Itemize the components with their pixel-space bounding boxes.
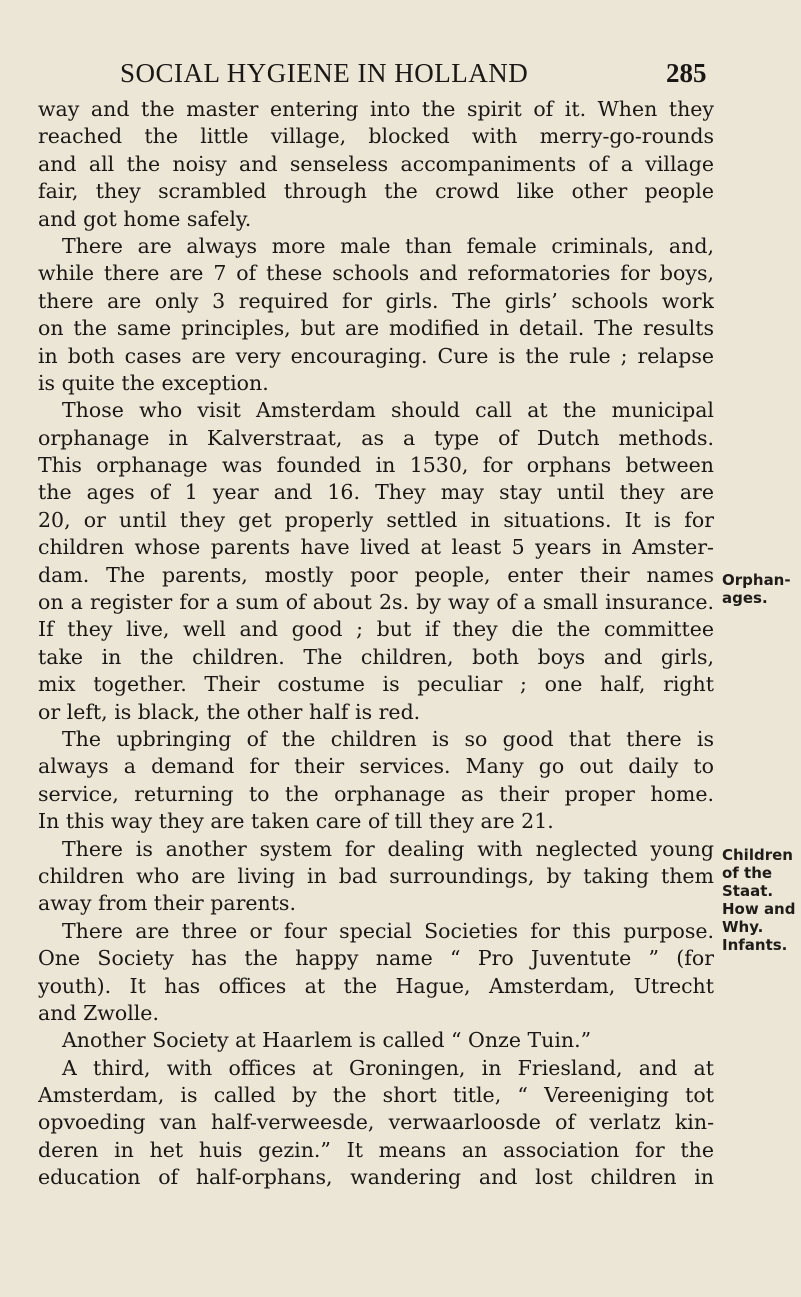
text-line: A third, with offices at Groningen, in Friesland, and at xyxy=(62,1055,714,1080)
marginal-note-line: ages. xyxy=(722,589,768,607)
text-line: there are only 3 required for girls. The girls’ schools work xyxy=(38,288,714,313)
text-line: This orphanage was founded in 1530, for orphans between xyxy=(38,453,714,478)
text-line: opvoeding van half-verweesde, verwaarloosde of verlatz kin- xyxy=(38,1110,714,1135)
text-line: If they live, well and good ; but if they die the committee xyxy=(38,617,714,642)
text-line: The upbringing of the children is so good that there is xyxy=(62,726,714,751)
text-line: There are always more male than female criminals, and, xyxy=(62,233,714,258)
text-line: children whose parents have lived at least 5 years in Amster- xyxy=(38,535,714,560)
text-line: dam. The parents, mostly poor people, enter their names xyxy=(38,562,714,587)
text-line: is quite the exception. xyxy=(38,370,269,395)
marginal-note-line: Staat. xyxy=(722,882,774,900)
text-line: fair, they scrambled through the crowd like other people xyxy=(38,179,714,204)
text-line: deren in het huis gezin.” It means an association for the xyxy=(38,1137,714,1162)
text-line: 20, or until they get properly settled in situations. It is for xyxy=(38,507,714,532)
text-line: Those who visit Amsterdam should call at the municipal xyxy=(62,398,714,423)
body-text xyxy=(38,96,714,1192)
text-line: on a register for a sum of about 2s. by way of a small insurance. xyxy=(38,590,714,615)
marginal-note-line: How and xyxy=(722,900,796,918)
text-line: the ages of 1 year and 16. They may stay until they are xyxy=(38,480,714,505)
text-line: take in the children. The children, both boys and girls, xyxy=(38,644,714,669)
text-line: while there are 7 of these schools and reformatories for boys, xyxy=(38,261,714,286)
text-line: always a demand for their services. Many go out daily to xyxy=(38,754,714,779)
marginal-note-line: of the xyxy=(722,864,773,882)
text-line: and got home safely. xyxy=(38,206,252,231)
marginal-note-line: Children xyxy=(722,846,793,864)
text-line: service, returning to the orphanage as their proper home. xyxy=(38,781,714,806)
text-line: way and the master entering into the spirit of it. When they xyxy=(38,97,714,121)
text-line: mix together. Their costume is peculiar ; one half, right xyxy=(38,672,714,697)
text-line: children who are living in bad surroundings, by taking them xyxy=(38,863,714,888)
text-line: in both cases are very encouraging. Cure is the rule ; relapse xyxy=(38,343,714,368)
text-line: and Zwolle. xyxy=(38,1000,159,1025)
text-line: orphanage in Kalverstraat, as a type of Dutch methods. xyxy=(38,425,714,450)
marginal-note-line: Infants. xyxy=(722,936,788,954)
marginal-note-line: Orphan- xyxy=(722,571,791,589)
running-title: SOCIAL HYGIENE IN HOLLAND xyxy=(120,58,529,88)
text-line: Amsterdam, is called by the short title, “ Vereeniging tot xyxy=(38,1083,714,1108)
text-line: There is another system for dealing with neglected young xyxy=(62,836,714,861)
text-line: In this way they are taken care of till they are 21. xyxy=(38,809,554,834)
text-line: reached the little village, blocked with merry-go-rounds xyxy=(38,124,714,149)
text-line: or left, is black, the other half is red. xyxy=(38,699,421,724)
text-line: and all the noisy and senseless accompaniments of a village xyxy=(38,151,714,176)
text-line: One Society has the happy name “ Pro Juventute ” (for xyxy=(38,946,714,971)
text-line: youth). It has offices at the Hague, Amsterdam, Utrecht xyxy=(38,973,714,998)
marginal-note-orphanages xyxy=(722,571,791,607)
marginal-note-children-of-staat xyxy=(722,846,795,954)
marginal-note-line: Why. xyxy=(722,918,764,936)
text-line: There are three or four special Societies for this purpose. xyxy=(62,918,714,943)
text-line: on the same principles, but are modified in detail. The results xyxy=(38,316,714,341)
text-line: Another Society at Haarlem is called “ Onze Tuin.” xyxy=(62,1028,592,1053)
page-number: 285 xyxy=(666,58,707,88)
text-line: away from their parents. xyxy=(38,891,296,916)
text-line: education of half-orphans, wandering and lost children in xyxy=(38,1165,714,1190)
